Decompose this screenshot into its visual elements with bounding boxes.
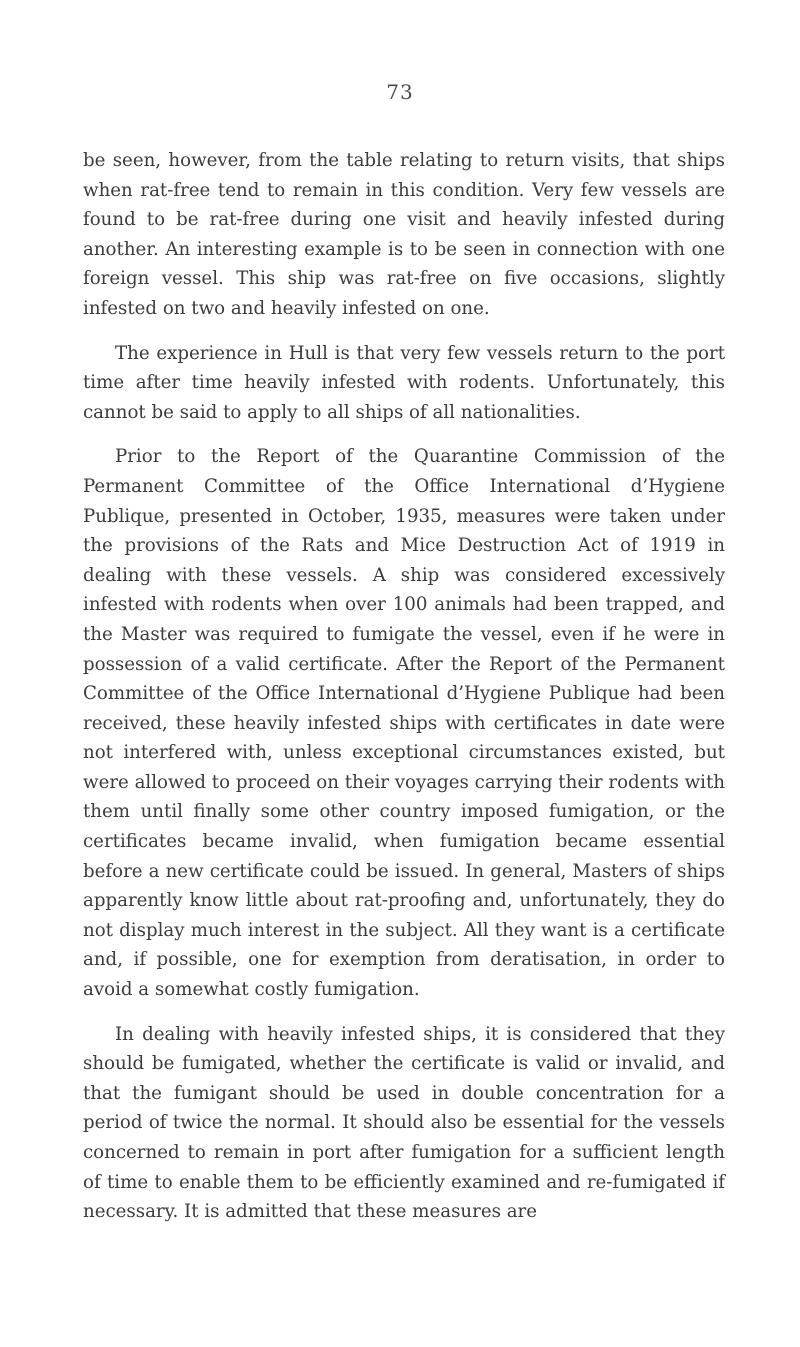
page-number: 73 bbox=[386, 80, 414, 104]
paragraph-fumigation-measures: In dealing with heavily infested ships, it is considered that they should be fumigated, whether the certificate is valid or invalid, and that the fumigant should be used in double concentration for a period of twice the normal. It should also be essential for the vessels concerned to remain in port after fumigation for a sufficient length of time to enable them to be efficiently examined and re-fumigated if necessary. It is admitted that these measures are bbox=[83, 1023, 725, 1223]
paragraph-hull-experience: The experience in Hull is that very few vessels return to the port time after time heavily infested with rodents. Unfortunately, this cannot be said to apply to all ships of all nationalities. bbox=[83, 342, 725, 423]
body-text bbox=[83, 146, 725, 1242]
paragraph-continuation: be seen, however, from the table relating to return visits, that ships when rat-free tend to remain in this condition. Very few vessels are found to be rat-free during one visit and heavily infested during another. An interesting example is to be seen in connection with one foreign vessel. This ship was rat-free on five occasions, slightly infested on two and heavily infested on one. bbox=[83, 150, 725, 319]
paragraph-quarantine-report: Prior to the Report of the Quarantine Commission of the Permanent Committee of the Office International d’Hygiene Publique, presented in October, 1935, measures were taken under the provisions of the Rats and Mice Destruction Act of 1919 in dealing with these vessels. A ship was considered excessively infested with rodents when over 100 animals had been trapped, and the Master was required to fumigate the vessel, even if he were in possession of a valid certificate. After the Report of the Permanent Committee of the Office International d’Hygiene Publique had been received, these heavily infested ships with certificates in date were not interfered with, unless exceptional circumstances existed, but were allowed to proceed on their voyages carrying their rodents with them until finally some other country imposed fumigation, or the certificates became invalid, when fumigation became essential before a new certificate could be issued. In general, Masters of ships apparently know little about rat-proofing and, unfortunately, they do not display much interest in the subject. All they want is a certificate and, if possible, one for exemption from deratisation, in order to avoid a somewhat costly fumigation. bbox=[83, 446, 725, 1001]
